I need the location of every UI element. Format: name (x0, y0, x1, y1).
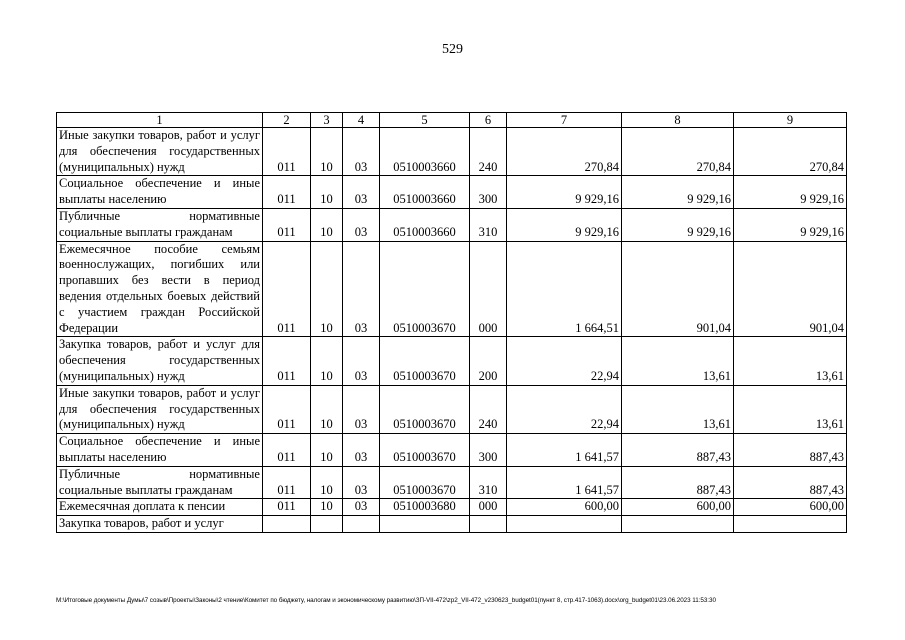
amount-col7-cell (507, 516, 622, 533)
amount-col7-cell: 1 641,57 (507, 434, 622, 467)
subsection-cell: 03 (343, 208, 380, 241)
header-cell: 1 (57, 113, 263, 128)
header-cell: 9 (734, 113, 847, 128)
header-cell: 7 (507, 113, 622, 128)
section-cell: 10 (311, 385, 343, 433)
expense-type-cell: 240 (470, 128, 507, 176)
subsection-cell: 03 (343, 434, 380, 467)
amount-col7-cell: 9 929,16 (507, 208, 622, 241)
amount-col7-cell: 22,94 (507, 385, 622, 433)
header-row (57, 113, 847, 128)
header-cell: 6 (470, 113, 507, 128)
subsection-cell: 03 (343, 241, 380, 337)
amount-col9-cell: 9 929,16 (734, 176, 847, 209)
section-cell: 10 (311, 499, 343, 516)
row-name-cell: Иные закупки товаров, работ и услуг для обеспечения государственных (муниципальных) нужд (57, 128, 263, 176)
section-cell: 10 (311, 128, 343, 176)
ministry-code-cell: 011 (263, 337, 311, 385)
ministry-code-cell: 011 (263, 466, 311, 499)
target-article-cell: 0510003670 (380, 337, 470, 385)
amount-col9-cell: 270,84 (734, 128, 847, 176)
row-name-cell: Социальное обеспечение и иные выплаты населению (57, 176, 263, 209)
section-cell: 10 (311, 208, 343, 241)
subsection-cell: 03 (343, 337, 380, 385)
document-path-footer: M:\Итоговые документы Думы\7 созыв\Проекты\Законы\2 чтение\Комитет по бюджету, налогам и экономическому развитию\ЗП-VII-472\zp2_VII-472_v230623_budget01(пункт 8, стр.417-1063).docx\org_budget01\23.06.2023 11:53:30 (56, 597, 716, 604)
table-row (57, 176, 847, 209)
amount-col7-cell: 22,94 (507, 337, 622, 385)
expense-type-cell: 000 (470, 499, 507, 516)
header-cell: 8 (622, 113, 734, 128)
target-article-cell: 0510003660 (380, 128, 470, 176)
subsection-cell: 03 (343, 499, 380, 516)
amount-col8-cell: 13,61 (622, 385, 734, 433)
expense-type-cell: 000 (470, 241, 507, 337)
target-article-cell: 0510003670 (380, 241, 470, 337)
section-cell: 10 (311, 176, 343, 209)
header-cell: 3 (311, 113, 343, 128)
ministry-code-cell: 011 (263, 208, 311, 241)
section-cell: 10 (311, 466, 343, 499)
amount-col9-cell: 13,61 (734, 385, 847, 433)
amount-col9-cell: 600,00 (734, 499, 847, 516)
table-body (57, 128, 847, 533)
section-cell: 10 (311, 434, 343, 467)
ministry-code-cell: 011 (263, 499, 311, 516)
table-row (57, 337, 847, 385)
row-name-cell: Закупка товаров, работ и услуг для обеспечения государственных (муниципальных) нужд (57, 337, 263, 385)
subsection-cell: 03 (343, 466, 380, 499)
expense-type-cell: 300 (470, 176, 507, 209)
header-cell: 2 (263, 113, 311, 128)
ministry-code-cell: 011 (263, 241, 311, 337)
target-article-cell: 0510003660 (380, 176, 470, 209)
ministry-code-cell: 011 (263, 176, 311, 209)
amount-col8-cell (622, 516, 734, 533)
row-name-cell: Иные закупки товаров, работ и услуг для обеспечения государственных (муниципальных) нужд (57, 385, 263, 433)
ministry-code-cell: 011 (263, 128, 311, 176)
subsection-cell (343, 516, 380, 533)
table-row (57, 385, 847, 433)
row-name-cell: Публичные нормативные социальные выплаты гражданам (57, 208, 263, 241)
table-row (57, 466, 847, 499)
expense-type-cell: 300 (470, 434, 507, 467)
header-cell: 5 (380, 113, 470, 128)
section-cell: 10 (311, 337, 343, 385)
expense-type-cell: 310 (470, 466, 507, 499)
section-cell (311, 516, 343, 533)
amount-col7-cell: 270,84 (507, 128, 622, 176)
amount-col9-cell: 901,04 (734, 241, 847, 337)
target-article-cell: 0510003670 (380, 466, 470, 499)
row-name-cell: Ежемесячное пособие семьям военнослужащих, погибших или пропавших без вести в период ведения отдельных боевых действий с участием граждан Российской Федерации (57, 241, 263, 337)
expense-type-cell: 240 (470, 385, 507, 433)
amount-col8-cell: 600,00 (622, 499, 734, 516)
table-row (57, 499, 847, 516)
row-name-cell: Публичные нормативные социальные выплаты гражданам (57, 466, 263, 499)
subsection-cell: 03 (343, 128, 380, 176)
header-cell: 4 (343, 113, 380, 128)
subsection-cell: 03 (343, 385, 380, 433)
expense-type-cell (470, 516, 507, 533)
target-article-cell: 0510003670 (380, 385, 470, 433)
amount-col7-cell: 1 664,51 (507, 241, 622, 337)
table-row (57, 208, 847, 241)
amount-col9-cell: 9 929,16 (734, 208, 847, 241)
amount-col8-cell: 13,61 (622, 337, 734, 385)
expense-type-cell: 200 (470, 337, 507, 385)
ministry-code-cell: 011 (263, 385, 311, 433)
ministry-code-cell (263, 516, 311, 533)
row-name-cell: Закупка товаров, работ и услуг (57, 516, 263, 533)
amount-col8-cell: 901,04 (622, 241, 734, 337)
table-row (57, 128, 847, 176)
amount-col7-cell: 1 641,57 (507, 466, 622, 499)
amount-col9-cell: 887,43 (734, 434, 847, 467)
subsection-cell: 03 (343, 176, 380, 209)
amount-col7-cell: 9 929,16 (507, 176, 622, 209)
table-row (57, 434, 847, 467)
amount-col8-cell: 887,43 (622, 466, 734, 499)
amount-col7-cell: 600,00 (507, 499, 622, 516)
row-name-cell: Ежемесячная доплата к пенсии (57, 499, 263, 516)
amount-col8-cell: 887,43 (622, 434, 734, 467)
amount-col8-cell: 9 929,16 (622, 176, 734, 209)
amount-col8-cell: 270,84 (622, 128, 734, 176)
amount-col9-cell: 13,61 (734, 337, 847, 385)
table-row (57, 241, 847, 337)
row-name-cell: Социальное обеспечение и иные выплаты населению (57, 434, 263, 467)
target-article-cell (380, 516, 470, 533)
target-article-cell: 0510003660 (380, 208, 470, 241)
page-number: 529 (442, 42, 463, 57)
amount-col8-cell: 9 929,16 (622, 208, 734, 241)
amount-col9-cell: 887,43 (734, 466, 847, 499)
target-article-cell: 0510003670 (380, 434, 470, 467)
table-row (57, 516, 847, 533)
amount-col9-cell (734, 516, 847, 533)
ministry-code-cell: 011 (263, 434, 311, 467)
target-article-cell: 0510003680 (380, 499, 470, 516)
budget-table (56, 112, 847, 533)
expense-type-cell: 310 (470, 208, 507, 241)
section-cell: 10 (311, 241, 343, 337)
